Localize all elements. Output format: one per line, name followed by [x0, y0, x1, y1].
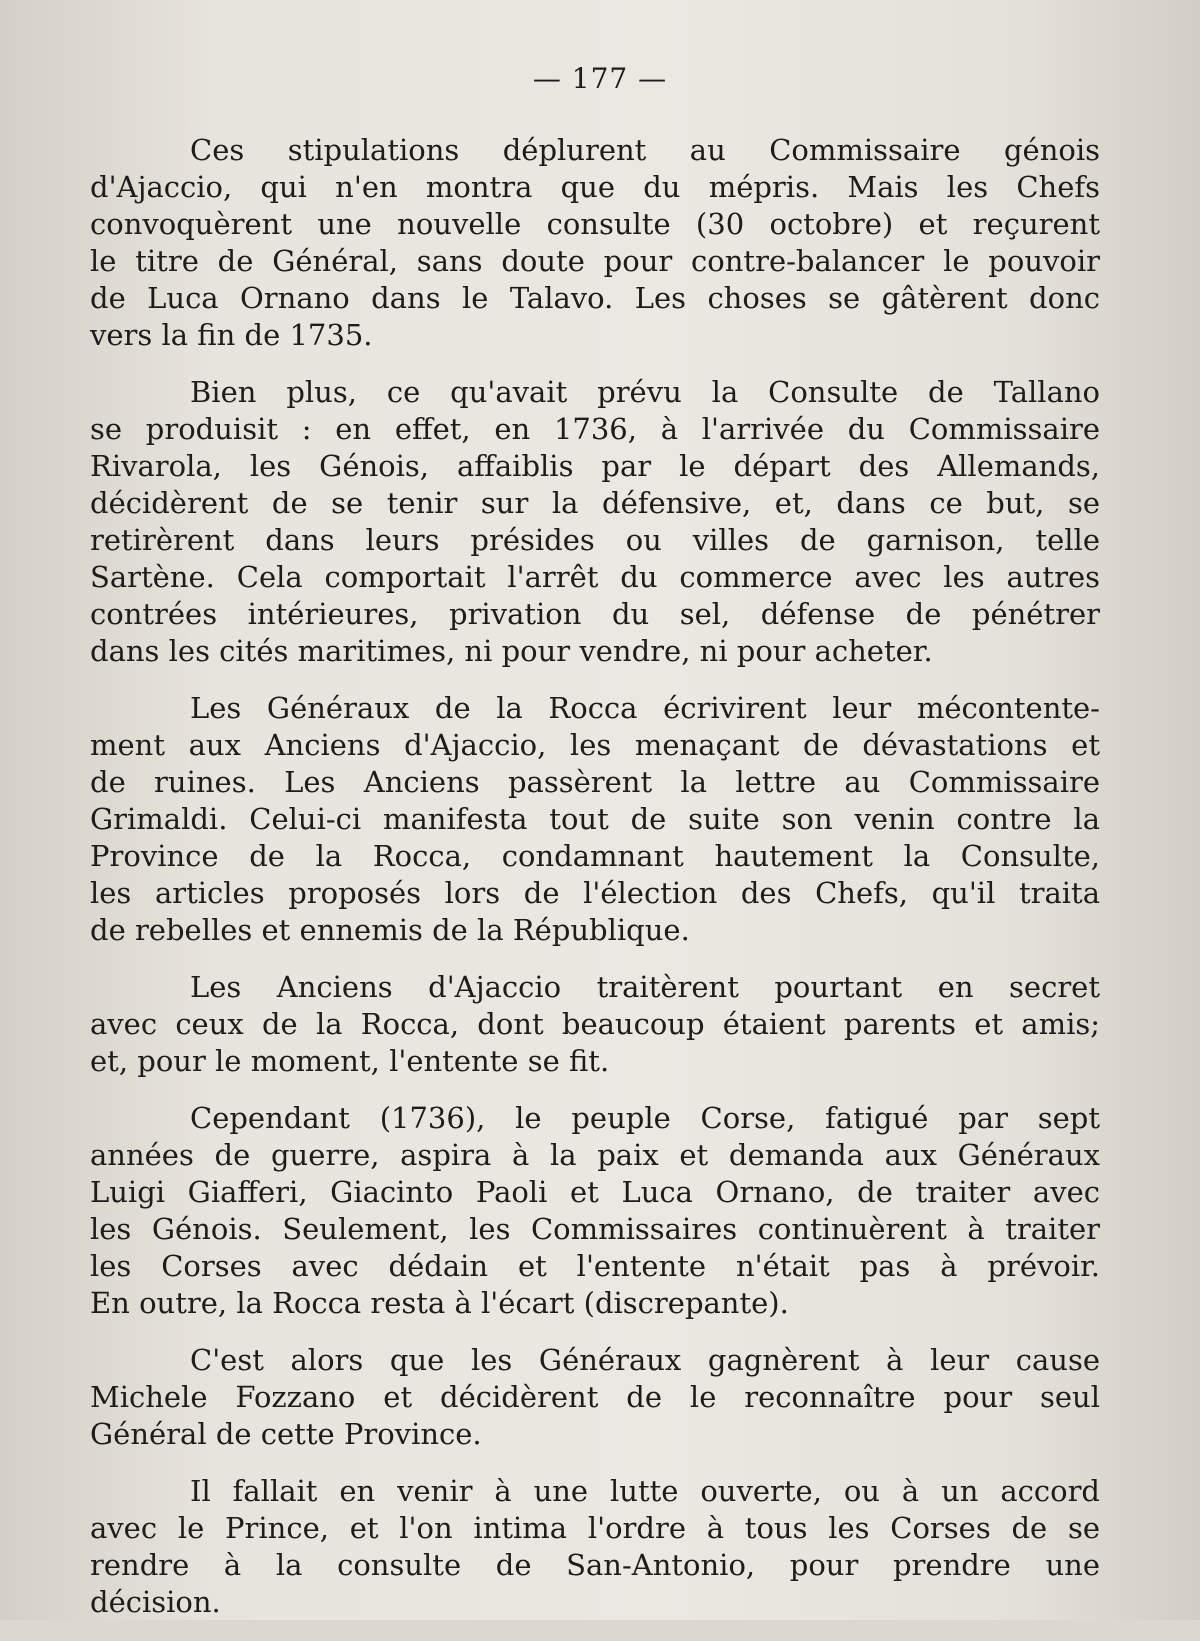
text-line: C'est alors que les Généraux gagnèrent à leur cause [190, 1343, 1100, 1377]
text-line: décision. [90, 1585, 221, 1619]
text-line: Sartène. Cela comportait l'arrêt du commerce avec les autres [90, 560, 1100, 594]
paragraph-1 [90, 132, 1100, 354]
text-line: En outre, la Rocca resta à l'écart (discrepante). [90, 1286, 789, 1320]
text-line: de ruines. Les Anciens passèrent la lettre au Commissaire [90, 765, 1100, 799]
text-line: décidèrent de se tenir sur la défensive, et, dans ce but, se [90, 486, 1100, 520]
text-line: retirèrent dans leurs présides ou villes de garnison, telle [90, 523, 1100, 557]
paragraph-4 [90, 969, 1100, 1080]
text-line: Province de la Rocca, condamnant hautement la Consulte, [90, 839, 1100, 873]
text-line: Luigi Giafferi, Giacinto Paoli et Luca Ornano, de traiter avec [90, 1175, 1100, 1209]
text-line: Grimaldi. Celui-ci manifesta tout de suite son venin contre la [90, 802, 1100, 836]
paragraph-2 [90, 374, 1100, 670]
text-line: Les Anciens d'Ajaccio traitèrent pourtant en secret [190, 970, 1100, 1004]
paragraph-5 [90, 1100, 1100, 1322]
text-line: Il fallait en venir à une lutte ouverte, ou à un accord [190, 1474, 1100, 1508]
text-line: les Corses avec dédain et l'entente n'était pas à prévoir. [90, 1249, 1100, 1283]
text-line: Bien plus, ce qu'avait prévu la Consulte de Tallano [190, 375, 1100, 409]
paragraph-6 [90, 1342, 1100, 1453]
text-line: se produisit : en effet, en 1736, à l'arrivée du Commissaire [90, 412, 1100, 446]
text-line: de Luca Ornano dans le Talavo. Les choses se gâtèrent donc [90, 281, 1100, 315]
text-line: avec le Prince, et l'on intima l'ordre à tous les Corses de se [90, 1511, 1100, 1545]
paragraph-7 [90, 1473, 1100, 1621]
text-line: ment aux Anciens d'Ajaccio, les menaçant de dévastations et [90, 728, 1100, 762]
text-line: années de guerre, aspira à la paix et demanda aux Généraux [90, 1138, 1100, 1172]
text-line: de rebelles et ennemis de la République. [90, 913, 690, 947]
text-line: dans les cités maritimes, ni pour vendre, ni pour acheter. [90, 634, 933, 668]
text-line: Ces stipulations déplurent au Commissaire génois [190, 133, 1100, 167]
text-line: le titre de Général, sans doute pour contre-balancer le pouvoir [90, 244, 1100, 278]
text-line: vers la fin de 1735. [90, 318, 373, 352]
text-line: les articles proposés lors de l'élection des Chefs, qu'il traita [90, 876, 1100, 910]
paragraph-3 [90, 690, 1100, 949]
text-line: et, pour le moment, l'entente se fit. [90, 1044, 610, 1078]
text-line: Michele Fozzano et décidèrent de le reconnaître pour seul [90, 1380, 1100, 1414]
text-line: convoquèrent une nouvelle consulte (30 octobre) et reçurent [90, 207, 1100, 241]
text-line: d'Ajaccio, qui n'en montra que du mépris. Mais les Chefs [90, 170, 1100, 204]
page-number: — 177 — [532, 62, 668, 95]
body-text [90, 132, 1100, 1641]
text-line: Général de cette Province. [90, 1417, 482, 1451]
text-line: contrées intérieures, privation du sel, défense de pénétrer [90, 597, 1100, 631]
text-line: avec ceux de la Rocca, dont beaucoup étaient parents et amis; [90, 1007, 1100, 1041]
text-line: Cependant (1736), le peuple Corse, fatigué par sept [190, 1101, 1100, 1135]
text-line: Rivarola, les Génois, affaiblis par le départ des Allemands, [90, 449, 1100, 483]
text-line: Les Généraux de la Rocca écrivirent leur mécontente- [190, 691, 1100, 725]
text-line: les Génois. Seulement, les Commissaires continuèrent à traiter [90, 1212, 1100, 1246]
text-line: rendre à la consulte de San-Antonio, pour prendre une [90, 1548, 1100, 1582]
